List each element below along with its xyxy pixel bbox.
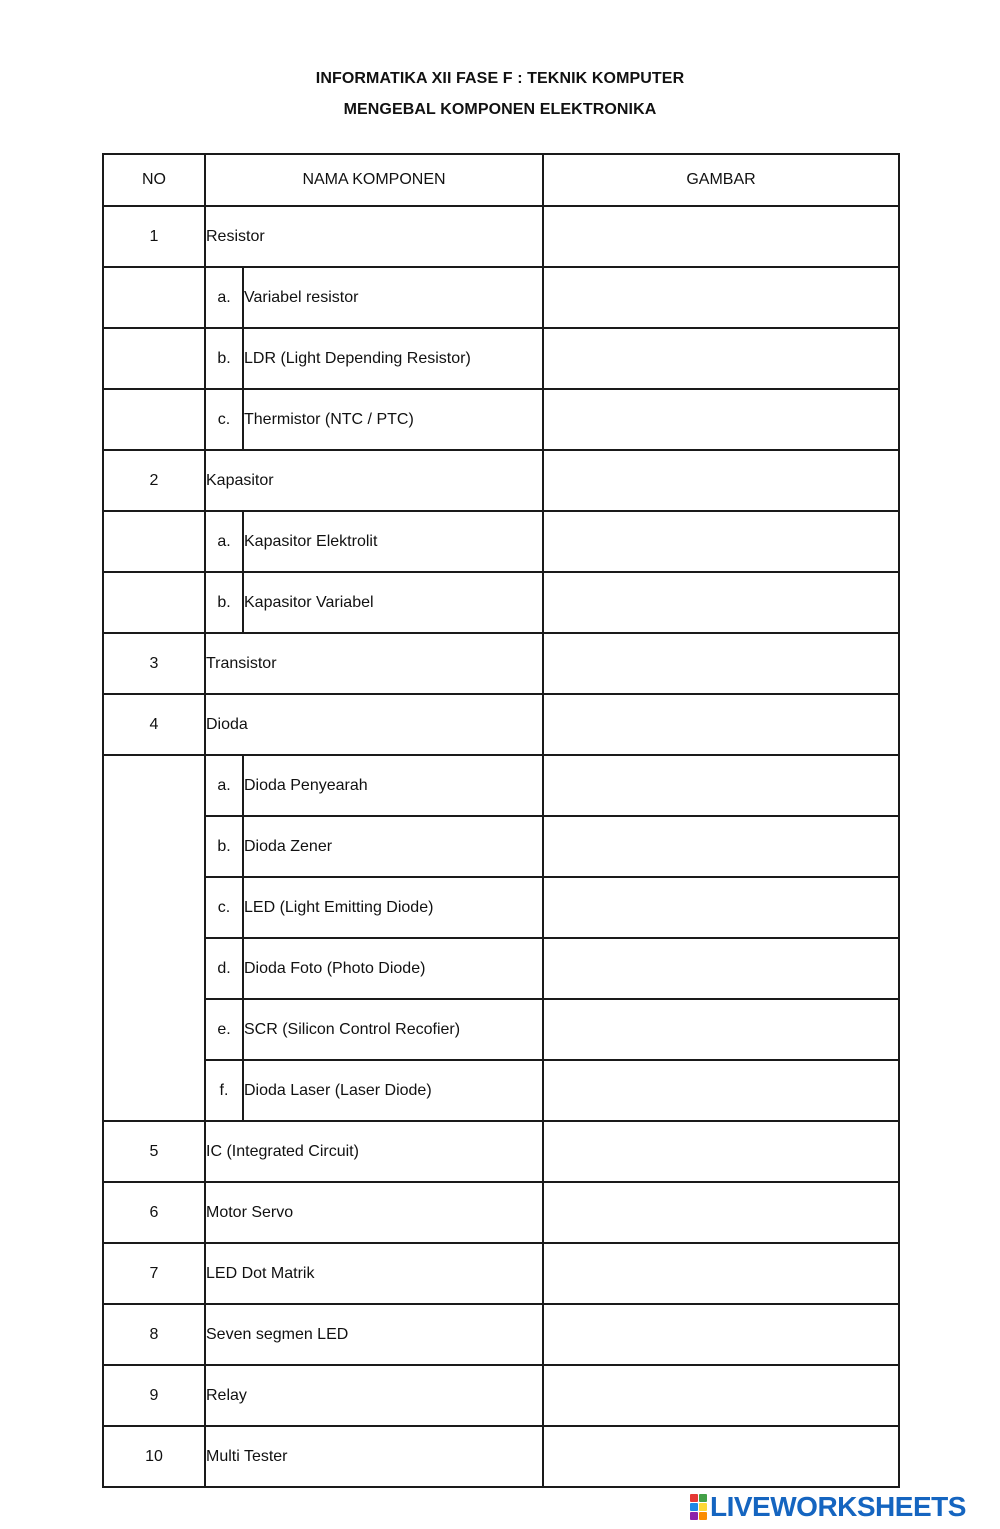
image-cell[interactable] — [543, 206, 899, 267]
sub-item-letter: c. — [205, 877, 243, 938]
table-row — [103, 1182, 899, 1243]
component-name: LED Dot Matrik — [205, 1243, 543, 1304]
image-cell[interactable] — [543, 999, 899, 1060]
sub-component-name: Dioda Foto (Photo Diode) — [243, 938, 543, 999]
table-row — [103, 694, 899, 755]
sub-item-letter: b. — [205, 572, 243, 633]
component-name: Relay — [205, 1365, 543, 1426]
logo-square — [699, 1494, 707, 1502]
sub-component-name: Thermistor (NTC / PTC) — [243, 389, 543, 450]
row-number: 7 — [103, 1243, 205, 1304]
row-number: 1 — [103, 206, 205, 267]
component-name: Seven segmen LED — [205, 1304, 543, 1365]
table-subrow — [103, 389, 899, 450]
header-image: GAMBAR — [543, 154, 899, 206]
table-subrow — [103, 938, 899, 999]
sub-item-letter: a. — [205, 511, 243, 572]
logo-square — [699, 1503, 707, 1511]
table-subrow — [103, 816, 899, 877]
component-name: Transistor — [205, 633, 543, 694]
row-number: 5 — [103, 1121, 205, 1182]
sub-component-name: Kapasitor Variabel — [243, 572, 543, 633]
image-cell[interactable] — [543, 1060, 899, 1121]
image-cell[interactable] — [543, 1121, 899, 1182]
sub-component-name: LED (Light Emitting Diode) — [243, 877, 543, 938]
empty-number-cell — [103, 572, 205, 633]
empty-number-cell — [103, 328, 205, 389]
empty-number-cell — [103, 511, 205, 572]
table-subrow — [103, 877, 899, 938]
image-cell[interactable] — [543, 938, 899, 999]
table-row — [103, 206, 899, 267]
table-subrow — [103, 755, 899, 816]
sub-component-name: Variabel resistor — [243, 267, 543, 328]
sub-component-name: Dioda Zener — [243, 816, 543, 877]
table-row — [103, 1121, 899, 1182]
liveworksheets-mark-icon — [690, 1494, 707, 1520]
table-subrow — [103, 999, 899, 1060]
document-title: INFORMATIKA XII FASE F : TEKNIK KOMPUTER — [315, 70, 685, 87]
image-cell[interactable] — [543, 328, 899, 389]
image-cell[interactable] — [543, 755, 899, 816]
image-cell[interactable] — [543, 267, 899, 328]
component-name: Motor Servo — [205, 1182, 543, 1243]
image-cell[interactable] — [543, 877, 899, 938]
table-subrow — [103, 1060, 899, 1121]
header-component-name: NAMA KOMPONEN — [205, 154, 543, 206]
sub-component-name: Dioda Laser (Laser Diode) — [243, 1060, 543, 1121]
sub-component-name: SCR (Silicon Control Recofier) — [243, 999, 543, 1060]
image-cell[interactable] — [543, 1182, 899, 1243]
sub-component-name: Dioda Penyearah — [243, 755, 543, 816]
component-name: Resistor — [205, 206, 543, 267]
image-cell[interactable] — [543, 1426, 899, 1487]
row-number: 4 — [103, 694, 205, 755]
table-row — [103, 633, 899, 694]
row-number: 9 — [103, 1365, 205, 1426]
empty-number-cell — [103, 267, 205, 328]
table-subrow — [103, 572, 899, 633]
image-cell[interactable] — [543, 450, 899, 511]
table-subrow — [103, 511, 899, 572]
component-name: Dioda — [205, 694, 543, 755]
table-row — [103, 1304, 899, 1365]
image-cell[interactable] — [543, 694, 899, 755]
header-no: NO — [103, 154, 205, 206]
logo-square — [690, 1503, 698, 1511]
row-number: 10 — [103, 1426, 205, 1487]
table-row — [103, 1365, 899, 1426]
sub-component-name: LDR (Light Depending Resistor) — [243, 328, 543, 389]
empty-number-cell — [103, 755, 205, 1121]
sub-item-letter: e. — [205, 999, 243, 1060]
image-cell[interactable] — [543, 1304, 899, 1365]
image-cell[interactable] — [543, 1243, 899, 1304]
components-table — [102, 153, 900, 1488]
sub-item-letter: c. — [205, 389, 243, 450]
row-number: 6 — [103, 1182, 205, 1243]
liveworksheets-wordmark: LIVEWORKSHEETS — [710, 1491, 966, 1522]
component-name: Multi Tester — [205, 1426, 543, 1487]
liveworksheets-logo — [690, 1490, 966, 1524]
component-name: Kapasitor — [205, 450, 543, 511]
row-number: 2 — [103, 450, 205, 511]
table-row — [103, 1243, 899, 1304]
sub-item-letter: a. — [205, 755, 243, 816]
sub-item-letter: b. — [205, 816, 243, 877]
sub-item-letter: f. — [205, 1060, 243, 1121]
table-row — [103, 1426, 899, 1487]
image-cell[interactable] — [543, 389, 899, 450]
sub-item-letter: d. — [205, 938, 243, 999]
document-subtitle: MENGEBAL KOMPONEN ELEKTRONIKA — [343, 101, 657, 118]
sub-item-letter: a. — [205, 267, 243, 328]
logo-square — [690, 1512, 698, 1520]
sub-item-letter: b. — [205, 328, 243, 389]
table-subrow — [103, 328, 899, 389]
logo-square — [699, 1512, 707, 1520]
sub-component-name: Kapasitor Elektrolit — [243, 511, 543, 572]
row-number: 3 — [103, 633, 205, 694]
image-cell[interactable] — [543, 633, 899, 694]
row-number: 8 — [103, 1304, 205, 1365]
table-header-row — [103, 154, 899, 206]
empty-number-cell — [103, 389, 205, 450]
image-cell[interactable] — [543, 572, 899, 633]
table-subrow — [103, 267, 899, 328]
table-row — [103, 450, 899, 511]
image-cell[interactable] — [543, 1365, 899, 1426]
image-cell[interactable] — [543, 816, 899, 877]
image-cell[interactable] — [543, 511, 899, 572]
component-name: IC (Integrated Circuit) — [205, 1121, 543, 1182]
logo-square — [690, 1494, 698, 1502]
